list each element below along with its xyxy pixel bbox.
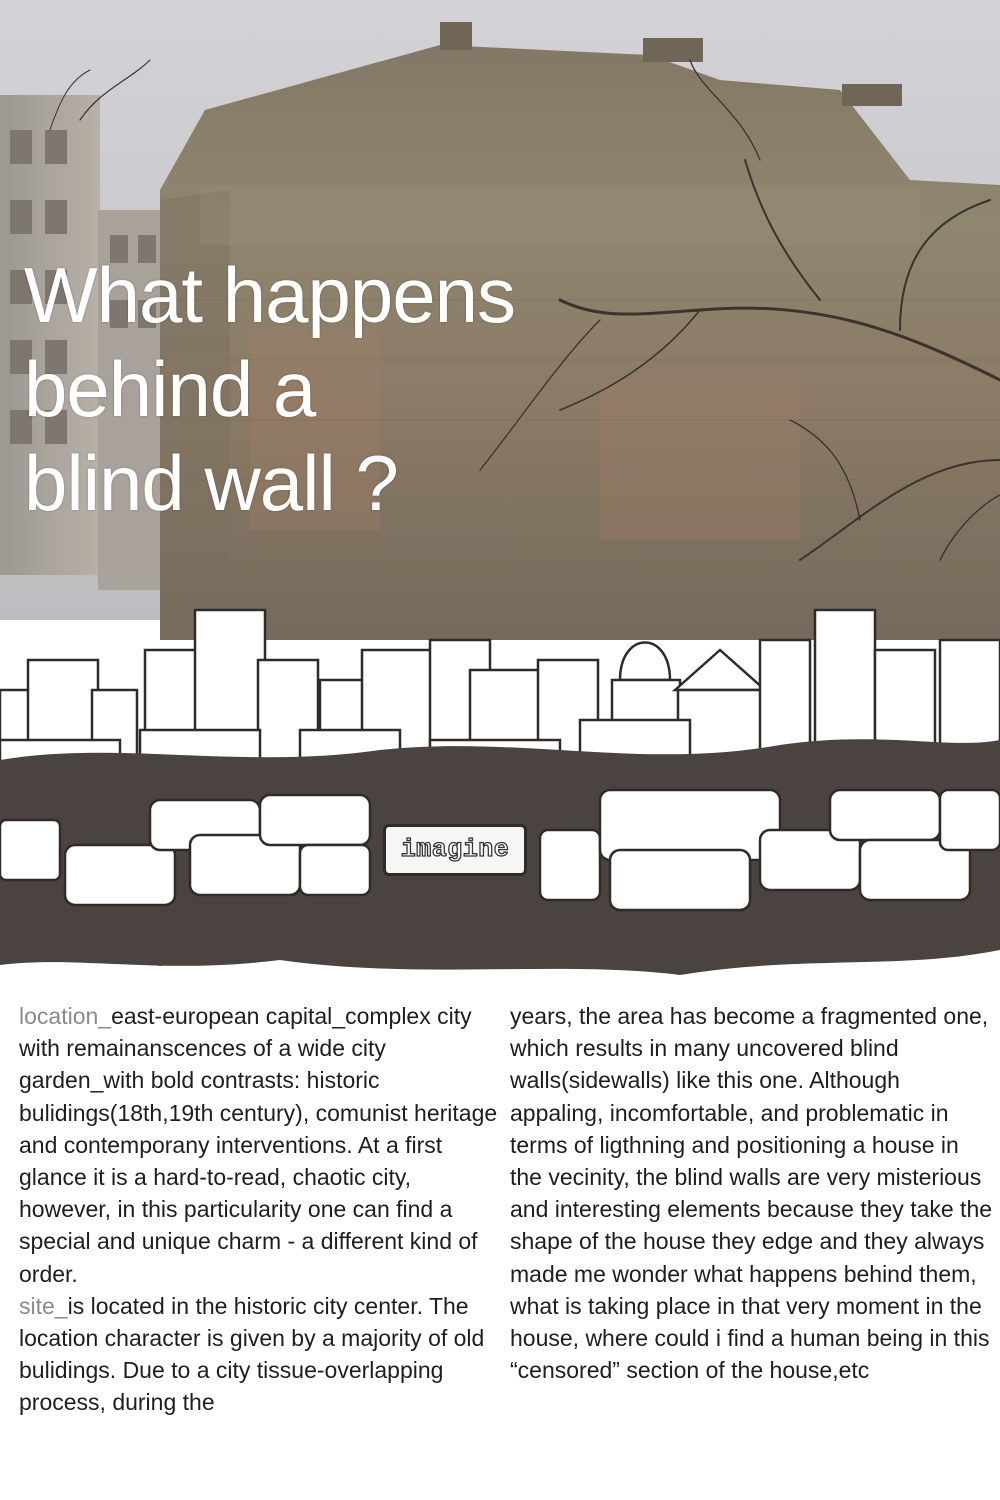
location-paragraph	[19, 1000, 504, 1290]
location-text: east-european capital_complex city with remainanscences of a wide city garden_with bold contrasts: historic bulidings(18th,19th century), comunist heritage and contemporany interventions. At a first glance it is a hard-to-read, chaotic city, however, in this particularity one can find a special and unique charm - a different kind of order.	[19, 1003, 498, 1287]
site-key: site_	[19, 1292, 68, 1319]
headline-line-1: What happens	[24, 251, 516, 339]
headline-line-3: blind wall ?	[24, 439, 398, 527]
headline-line-2: behind a	[24, 345, 316, 433]
text-column-left	[19, 1000, 504, 1419]
text-column-right	[510, 1000, 995, 1386]
headline	[24, 248, 515, 530]
imagine-sign-text: imagine	[400, 835, 510, 864]
continuation-paragraph: years, the area has become a fragmented one, which results in many uncovered blind walls(sidewalls) like this one. Although appaling, incomfortable, and problematic in terms of ligthning and positioning a house in the vecinity, the blind walls are very misterious and interesting elements because they take the shape of the house they edge and they always made me wonder what happens behind them, what is taking place in that very moment in the house, where could i find a human being in this “censored” section of the house,etc	[510, 1003, 993, 1384]
site-paragraph	[19, 1290, 504, 1419]
imagine-sign	[383, 824, 527, 876]
site-text: is located in the historic city center. The location character is given by a majority of old bulidings. Due to a city tissue-overlapping process, during the	[19, 1292, 485, 1416]
location-key: location_	[19, 1003, 112, 1029]
